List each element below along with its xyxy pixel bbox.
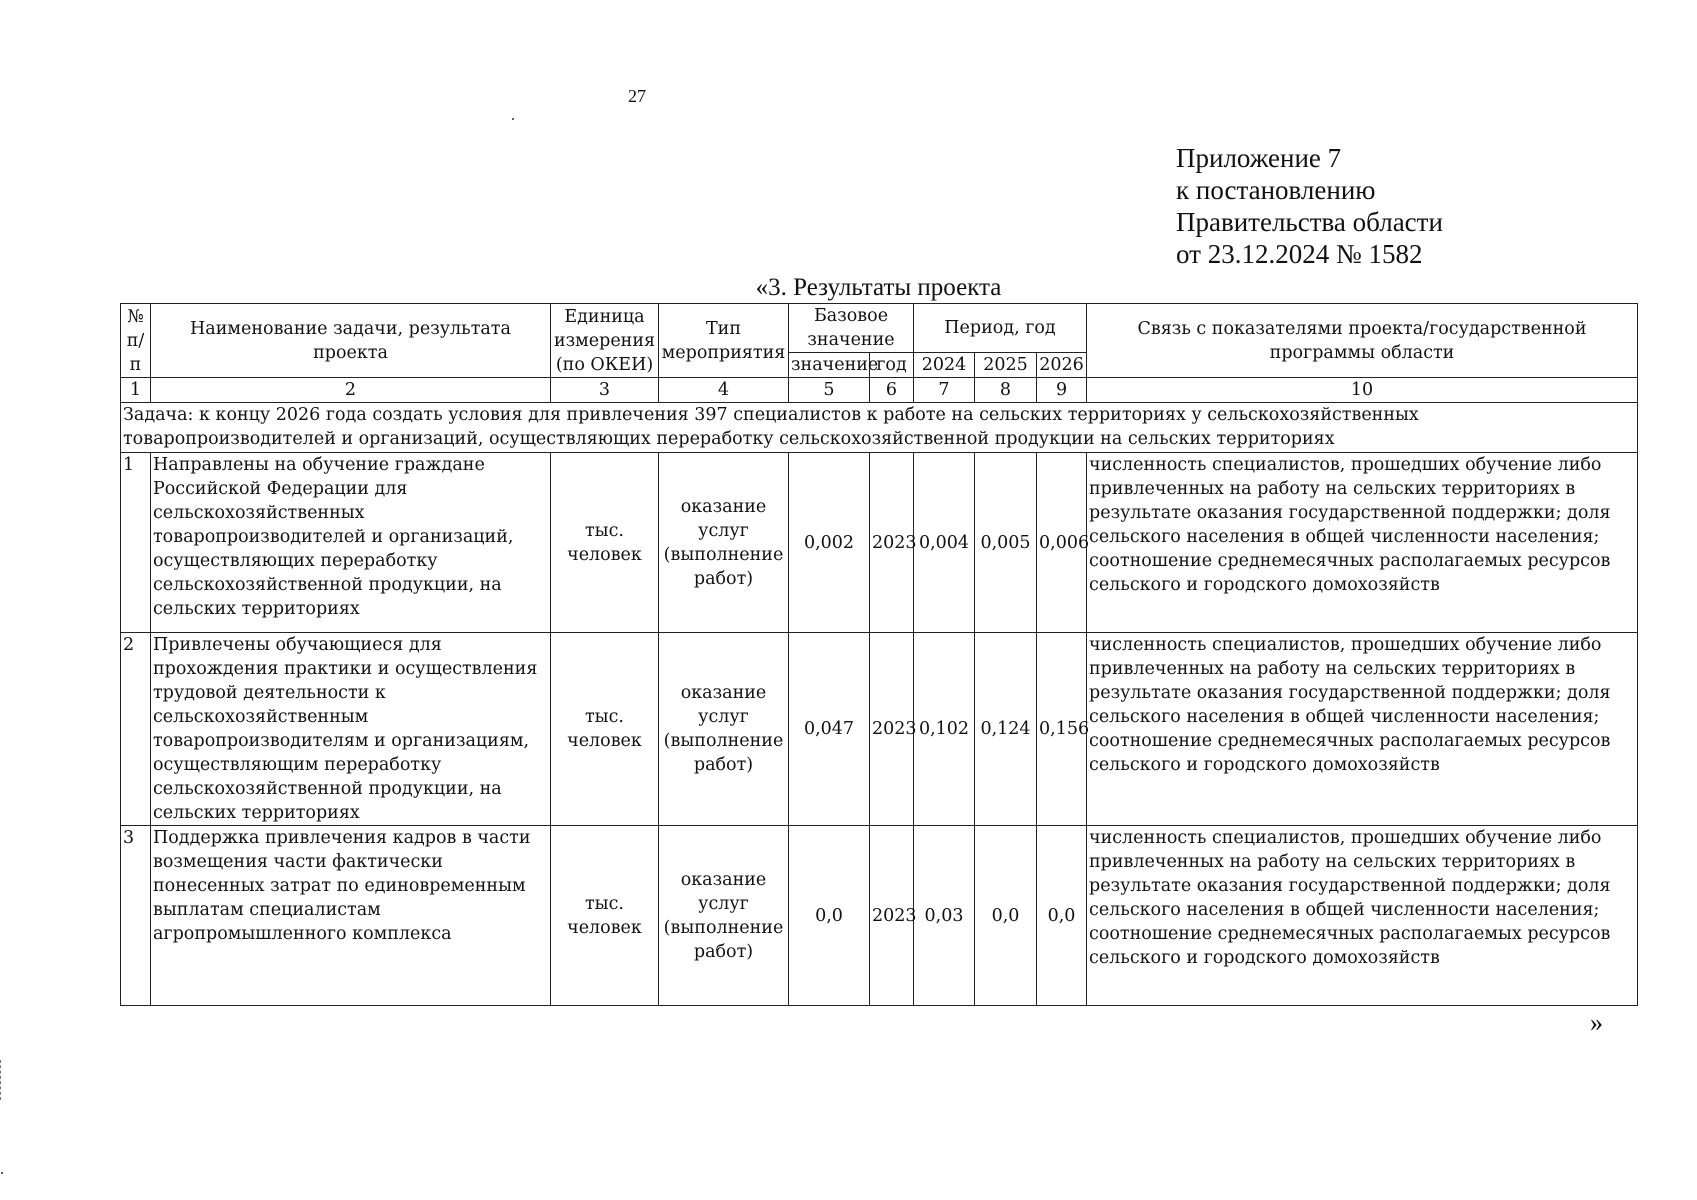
row-value-2026: 0,156 xyxy=(1037,633,1087,826)
header-name: Наименование задачи, результата проекта xyxy=(151,304,551,378)
column-number: 5 xyxy=(789,378,870,403)
column-number: 3 xyxy=(551,378,659,403)
row-link: численность специалистов, прошедших обучение либо привлеченных на работу на сельских территориях в результате оказания государственной поддержки; доля сельского населения в общей численности населения; соотношение среднемесячных располагаемых ресурсов сельского и городского домохозяйств xyxy=(1087,826,1638,1006)
column-number: 8 xyxy=(975,378,1037,403)
row-num: 3 xyxy=(121,826,151,1006)
table-row xyxy=(121,453,1638,633)
row-value-2026: 0,0 xyxy=(1037,826,1087,1006)
row-num: 1 xyxy=(121,453,151,633)
table-row xyxy=(121,826,1638,1006)
row-type: оказание услуг (выполнение работ) xyxy=(659,633,789,826)
page-number: 27 xyxy=(628,86,646,106)
row-unit: тыс. человек xyxy=(551,453,659,633)
table-title: «3. Результаты проекта xyxy=(755,274,1002,301)
row-num: 2 xyxy=(121,633,151,826)
appendix-line-1: Приложение 7 xyxy=(1176,143,1342,173)
row-value-2026: 0,006 xyxy=(1037,453,1087,633)
row-base-value: 0,0 xyxy=(789,826,870,1006)
header-year-2024: 2024 xyxy=(914,353,975,378)
header-unit: Единица измерения (по ОКЕИ) xyxy=(551,304,659,378)
header-num: № п/п xyxy=(121,304,151,378)
row-base-year: 2023 xyxy=(870,633,914,826)
scan-speck xyxy=(512,118,514,120)
appendix-line-4: от 23.12.2024 № 1582 xyxy=(1176,239,1423,269)
header-base-year: год xyxy=(870,353,914,378)
closing-quote: » xyxy=(1590,1008,1603,1037)
row-link: численность специалистов, прошедших обучение либо привлеченных на работу на сельских территориях в результате оказания государственной поддержки; доля сельского населения в общей численности населения; соотношение среднемесячных располагаемых ресурсов сельского и городского домохозяйств xyxy=(1087,453,1638,633)
row-unit: тыс. человек xyxy=(551,826,659,1006)
header-base-value: значение xyxy=(789,353,870,378)
row-value-2025: 0,005 xyxy=(975,453,1037,633)
appendix-block xyxy=(1176,142,1443,270)
row-base-year: 2023 xyxy=(870,826,914,1006)
row-value-2024: 0,03 xyxy=(914,826,975,1006)
row-type: оказание услуг (выполнение работ) xyxy=(659,453,789,633)
scan-margin-dot xyxy=(1,1172,3,1174)
header-base: Базовое значение xyxy=(789,304,914,353)
appendix-line-2: к постановлению xyxy=(1176,175,1376,205)
column-number-row xyxy=(121,378,1638,403)
row-value-2024: 0,004 xyxy=(914,453,975,633)
column-number: 7 xyxy=(914,378,975,403)
row-name: Привлечены обучающиеся для прохождения практики и осуществления трудовой деятельности к сельскохозяйственным товаропроизводителям и организациям, осуществляющим переработку сельскохозяйственной продукции, на сельских территориях xyxy=(151,633,551,826)
row-value-2025: 0,0 xyxy=(975,826,1037,1006)
header-type: Тип мероприятия xyxy=(659,304,789,378)
column-number: 4 xyxy=(659,378,789,403)
row-name: Направлены на обучение граждане Российской Федерации для сельскохозяйственных товаропроизводителей и организаций, осуществляющих переработку сельскохозяйственной продукции, на сельских территориях xyxy=(151,453,551,633)
column-number: 10 xyxy=(1087,378,1638,403)
column-number: 6 xyxy=(870,378,914,403)
header-link: Связь с показателями проекта/государственной программы области xyxy=(1087,304,1638,378)
results-table xyxy=(120,303,1638,1006)
column-number: 9 xyxy=(1037,378,1087,403)
header-year-2025: 2025 xyxy=(975,353,1037,378)
header-year-2026: 2026 xyxy=(1037,353,1087,378)
row-link: численность специалистов, прошедших обучение либо привлеченных на работу на сельских территориях в результате оказания государственной поддержки; доля сельского населения в общей численности населения; соотношение среднемесячных располагаемых ресурсов сельского и городского домохозяйств xyxy=(1087,633,1638,826)
column-number: 1 xyxy=(121,378,151,403)
column-number: 2 xyxy=(151,378,551,403)
task-text: Задача: к концу 2026 года создать условия для привлечения 397 специалистов к работе на сельских территориях у сельскохозяйственных товаропроизводителей и организаций, осуществляющих переработку сельскохозяйственной продукции на сельских территориях xyxy=(121,403,1638,453)
row-base-value: 0,002 xyxy=(789,453,870,633)
row-type: оказание услуг (выполнение работ) xyxy=(659,826,789,1006)
table-row xyxy=(121,633,1638,826)
appendix-line-3: Правительства области xyxy=(1176,207,1443,237)
row-name: Поддержка привлечения кадров в части возмещения части фактически понесенных затрат по единовременным выплатам специалистам агропромышленного комплекса xyxy=(151,826,551,1006)
row-value-2024: 0,102 xyxy=(914,633,975,826)
row-value-2025: 0,124 xyxy=(975,633,1037,826)
task-row xyxy=(121,403,1638,453)
header-period: Период, год xyxy=(914,304,1087,353)
row-base-year: 2023 xyxy=(870,453,914,633)
header-row-1 xyxy=(121,304,1638,353)
row-unit: тыс. человек xyxy=(551,633,659,826)
row-base-value: 0,047 xyxy=(789,633,870,826)
scan-margin-marks xyxy=(0,1060,5,1100)
